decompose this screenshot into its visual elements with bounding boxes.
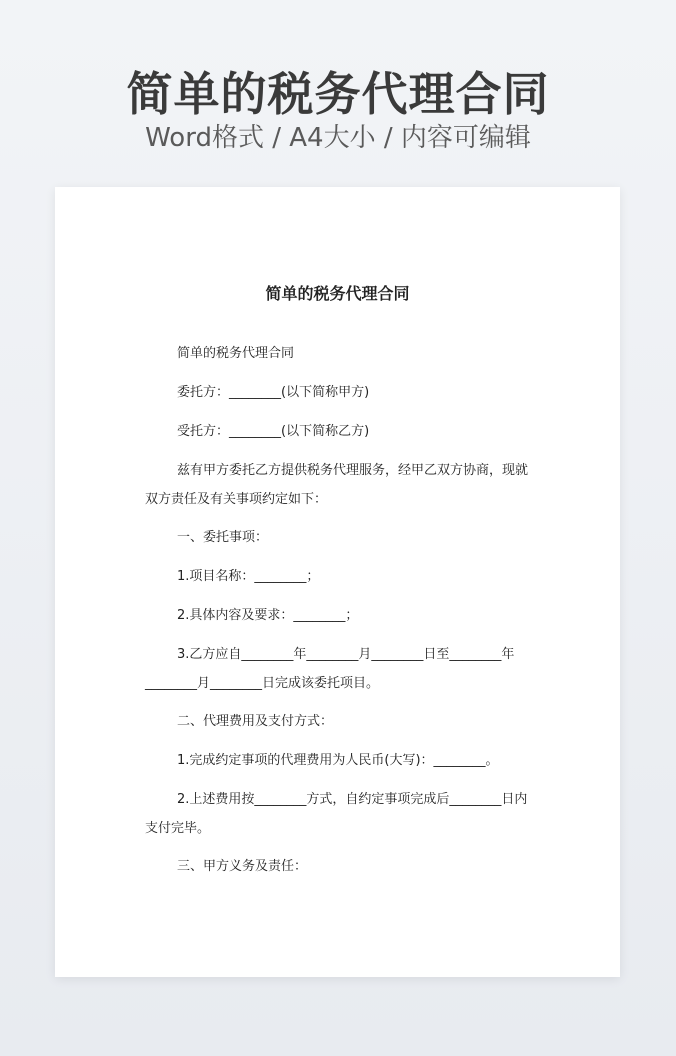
paragraph-agent: 受托方：________(以下简称乙方) (177, 424, 370, 439)
paragraph-item-name: 1.项目名称：________； (177, 569, 320, 584)
page-title: 简单的税务代理合同 (126, 67, 550, 121)
document-page (55, 187, 620, 977)
paragraph-fee: 1.完成约定事项的代理费用为人民币(大写)：________。 (177, 753, 499, 768)
paragraph-item-content: 2.具体内容及要求：________； (177, 608, 359, 623)
paragraph-section-1: 一、委托事项： (177, 530, 269, 545)
paragraph-client: 委托方：________(以下简称甲方) (177, 385, 370, 400)
paragraph-preamble: 兹有甲方委托乙方提供税务代理服务，经甲乙双方协商，现就双方责任及有关事项约定如下： (145, 463, 529, 507)
paragraph-section-3: 三、甲方义务及责任： (177, 859, 308, 874)
document-title: 简单的税务代理合同 (265, 284, 410, 303)
paragraph-section-2: 二、代理费用及支付方式： (177, 714, 334, 729)
paragraph-heading: 简单的税务代理合同 (177, 346, 295, 361)
document-body (145, 344, 530, 896)
paragraph-item-deadline: 3.乙方应自________年________月________日至________年________月________日完成该委托项目。 (145, 647, 515, 691)
page-subtitle: Word格式 / A4大小 / 内容可编辑 (145, 123, 531, 153)
paragraph-payment: 2.上述费用按________方式，自约定事项完成后________日内支付完毕。 (145, 792, 528, 836)
